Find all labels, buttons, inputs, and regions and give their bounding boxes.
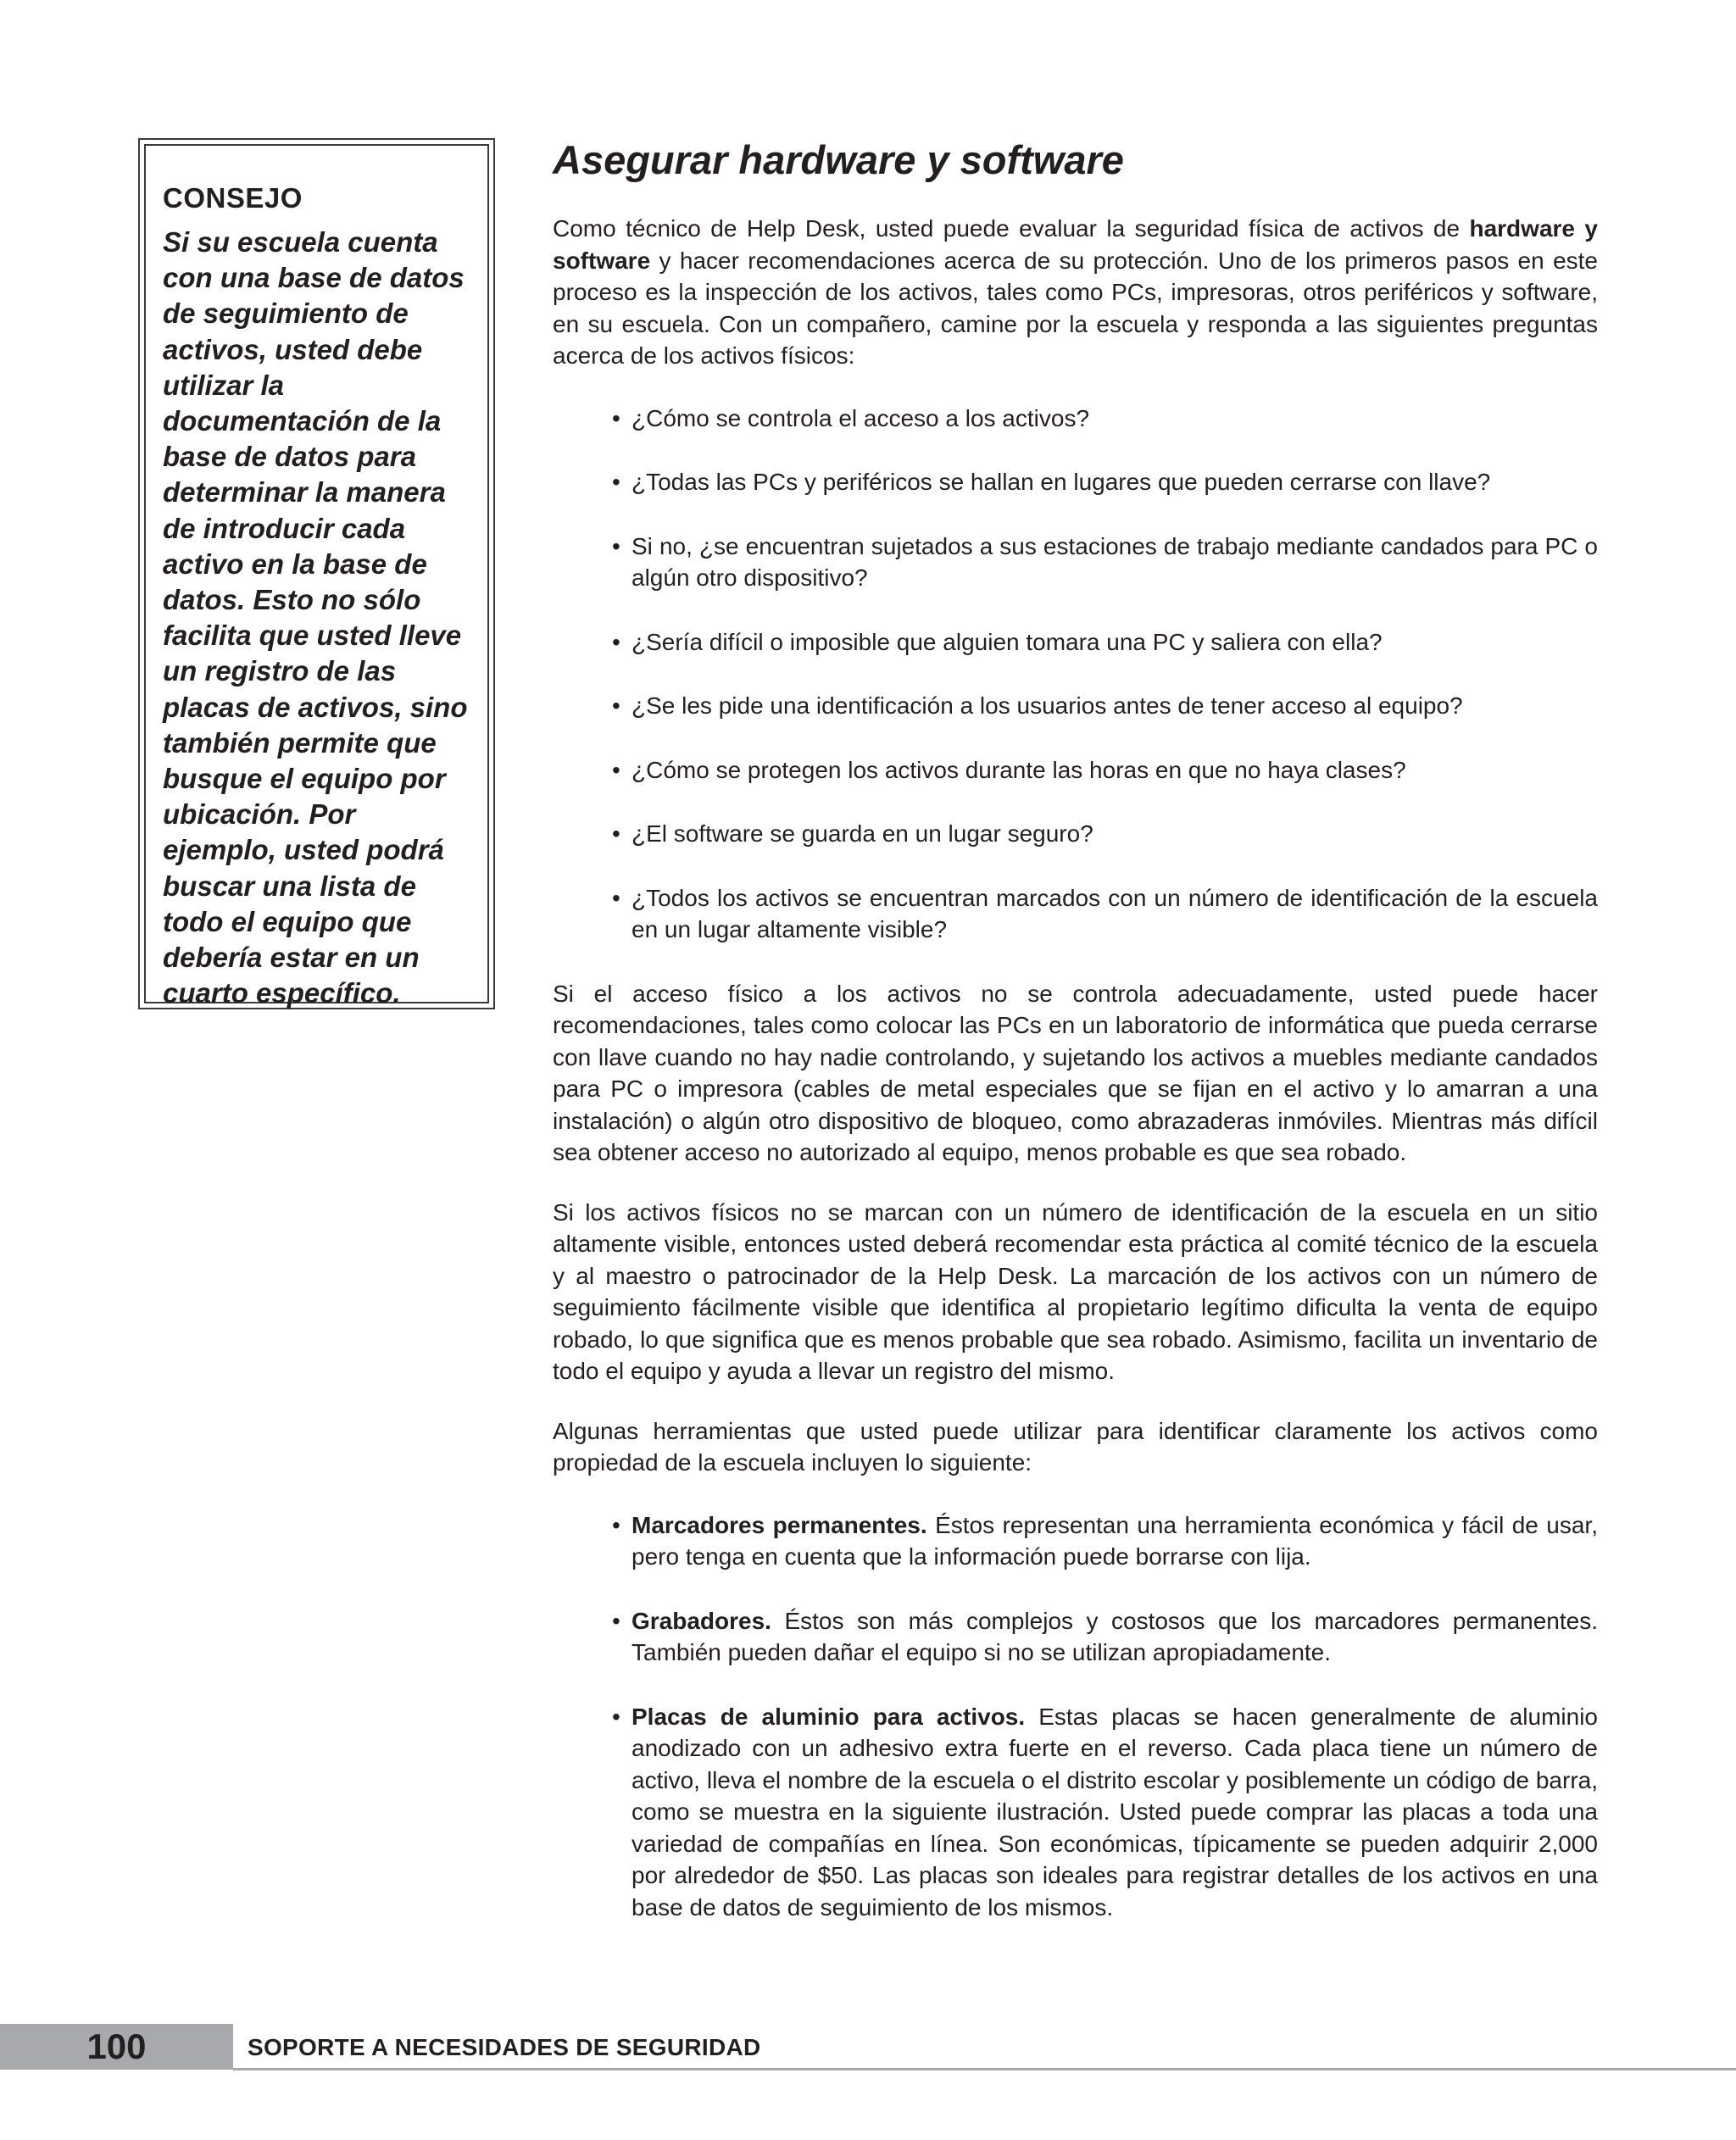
question-item: • Si no, ¿se encuentran sujetados a sus estaciones de trabajo mediante candados para PC o algún otro dispositivo? <box>553 531 1598 594</box>
tool-text: Éstos representan una herramienta económica y fácil de usar, pero tenga en cuenta que la información puede borrarse con lija. <box>632 1511 1598 1570</box>
access-paragraph: Si el acceso físico a los activos no se controla adecuadamente, usted puede hacer recomendaciones, tales como colocar las PCs en un laboratorio de informática que pueda cerrarse con llave cuando no hay nadie controlando, y sujetando los activos a muebles mediante candados para PC o impresora (cables de metal especiales que se fijan en el activo y lo amarran a una instalación) o algún otro dispositivo de bloqueo, como abrazaderas inmóviles. Mientras más difícil sea obtener acceso no autorizado al equipo, menos probable es que sea robado. <box>553 980 1598 1165</box>
intro-paragraph <box>553 213 1598 372</box>
tool-text: Estas placas se hacen generalmente de aluminio anodizado con un adhesivo extra fuerte en el reverso. Cada placa tiene un número de activo, lleva el nombre de la escuela o el distrito escolar y posiblemente un código de barra, como se muestra en la siguiente ilustración. Usted puede comprar las placas a toda una variedad de compañías en línea. Son económicas, típicamente se pueden adquirir 2,000 por alrededor de $50. Las placas son ideales para registrar detalles de los activos en una base de datos de seguimiento de los mismos. <box>632 1703 1598 1920</box>
tool-name: Grabadores. <box>632 1607 771 1634</box>
tool-item <box>553 1509 1598 1573</box>
question-item: • ¿Todas las PCs y periféricos se hallan en lugares que pueden cerrarse con llave? <box>553 466 1598 498</box>
tool-text: Éstos son más complejos y costosos que los marcadores permanentes. También pueden dañar el equipo si no se utilizan apropiadamente. <box>632 1607 1598 1665</box>
section-title: Asegurar hardware y software <box>553 137 1124 182</box>
tool-name: Placas de aluminio para activos. <box>632 1703 1026 1730</box>
intro-text-before: Como técnico de Help Desk, usted puede evaluar la seguridad física de activos de <box>553 215 1470 242</box>
question-item: • ¿Cómo se protegen los activos durante las horas en que no haya clases? <box>553 754 1598 787</box>
tool-item <box>553 1701 1598 1924</box>
marking-paragraph: Si los activos físicos no se marcan con un número de identificación de la escuela en un sitio altamente visible, entonces usted deberá recomendar esta práctica al comité técnico de la escuela y al maestro o patrocinador de la Help Desk. La marcación de los activos con un número de seguimiento fácilmente visible que identifica al propietario legítimo dificulta la venta de equipo robado, lo que significa que es menos probable que sea robado. Asimismo, facilita un inventario de todo el equipo y ayuda a llevar un registro del mismo. <box>553 1198 1598 1384</box>
intro-text-bold: hardware y software <box>553 215 1598 274</box>
tools-paragraph: Algunas herramientas que usted puede utilizar para identificar claramente los activos como propiedad de la escuela incluyen lo siguiente: <box>553 1417 1598 1476</box>
footer-rule <box>233 2068 1736 2071</box>
question-item: • ¿Se les pide una identificación a los usuarios antes de tener acceso al equipo? <box>553 690 1598 722</box>
tip-body: Si su escuela cuenta con una base de datos de seguimiento de activos, usted debe utilizar la documentación de la base de datos para determinar la manera de introducir cada activo en la base de datos. Esto no sólo facilita que usted lleve un registro de las placas de activos, sino también permite que busque el equipo por ubicación. Por ejemplo, usted podrá buscar una lista de todo el equipo que debería estar en un cuarto específico. <box>163 226 468 1009</box>
page-number: 100 <box>86 2026 147 2066</box>
question-item: • ¿El software se guarda en un lugar seguro? <box>553 818 1598 850</box>
running-head: SOPORTE A NECESIDADES DE SEGURIDAD <box>248 2034 761 2060</box>
tip-box <box>138 138 495 1009</box>
tool-item <box>553 1605 1598 1669</box>
question-item: • ¿Todos los activos se encuentran marcados con un número de identificación de la escuela en un lugar altamente visible? <box>553 882 1598 946</box>
tools-list <box>553 1509 1598 1924</box>
questions-list <box>553 403 1598 946</box>
tool-name: Marcadores permanentes. <box>632 1511 927 1538</box>
tip-title: CONSEJO <box>163 182 303 214</box>
question-item: • ¿Cómo se controla el acceso a los activos? <box>553 403 1598 435</box>
intro-text-after: y hacer recomendaciones acerca de su protección. Uno de los primeros pasos en este proceso es la inspección de los activos, tales como PCs, impresoras, otros periféricos y software, en su escuela. Con un compañero, camine por la escuela y responda a las siguientes preguntas acerca de los activos físicos: <box>553 247 1598 369</box>
main-column <box>553 132 1598 1955</box>
question-item: • ¿Sería difícil o imposible que alguien tomara una PC y saliera con ella? <box>553 626 1598 659</box>
